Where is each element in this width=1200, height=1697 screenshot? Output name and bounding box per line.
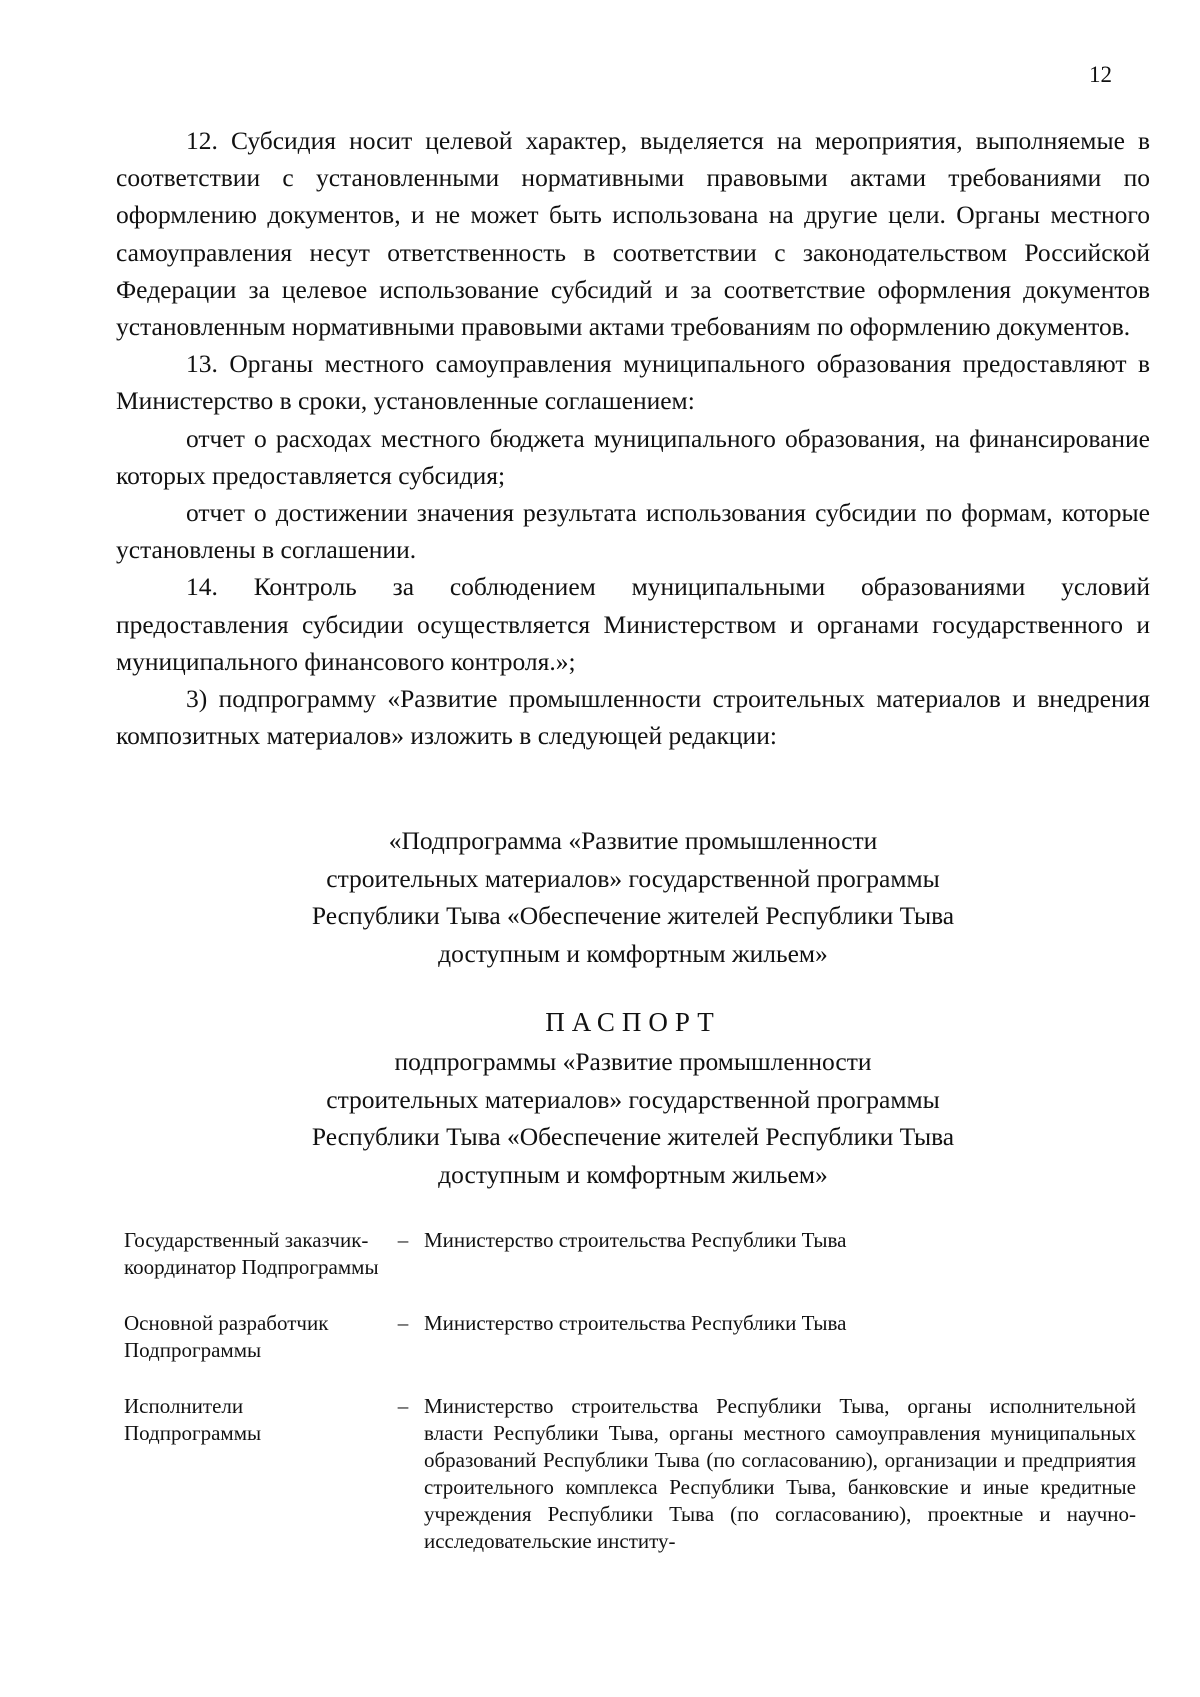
passport-row-label: Основной разработчик Подпрограммы <box>124 1311 329 1362</box>
passport-subtitle-line: строительных материалов» государственной программы <box>326 1084 940 1114</box>
paragraph-13: 13. Органы местного самоуправления муниципального образования предоставляют в Министерство в сроки, установленные соглашением: <box>116 349 1150 416</box>
subprogram-title-line: Республики Тыва «Обеспечение жителей Республики Тыва <box>311 901 955 930</box>
passport-row-executors <box>124 1393 1150 1555</box>
subprogram-title-line: доступным и комфортным жильем» <box>438 938 828 968</box>
passport-row-value: Министерство строительства Республики Тыва <box>424 1228 847 1252</box>
passport-row-dash: – <box>397 1394 409 1418</box>
passport-title: ПАСПОРТ <box>545 1007 721 1037</box>
passport-subtitle-line: доступным и комфортным жильем» <box>438 1159 828 1189</box>
page-number: 12 <box>1089 62 1112 87</box>
passport-row-value: Министерство строительства Республики Тыва <box>424 1311 847 1335</box>
passport-row-dash: – <box>397 1228 409 1252</box>
passport-row-label: Исполнители Подпрограммы <box>124 1394 262 1445</box>
passport-table <box>124 1227 1150 1584</box>
passport-row-value: Министерство строительства Республики Тыва, органы исполнительной власти Республики Тыва, органы местного самоуправления муниципальных образований Республики Тыва (по согласованию), организации и предприятия строительного комплекса Республики Тыва, банковские и иные кредитные учреждения Республики Тыва (по согласованию), проектные и научно-исследовательские институ- <box>424 1394 1136 1553</box>
paragraph-subprogram-3: 3) подпрограмму «Развитие промышленности строительных материалов и внедрения композитных материалов» изложить в следующей редакции: <box>116 684 1150 751</box>
paragraph-12: 12. Субсидия носит целевой характер, выделяется на мероприятия, выполняемые в соответствии с установленными нормативными правовыми актами требованиями по оформлению документов, и не может быть использована на другие цели. Органы местного самоуправления несут ответственность в соответствии с законодательством Российской Федерации за целевое использование субсидий и за соответствие оформления документов установленным нормативными правовыми актами требованиям по оформлению документов. <box>116 126 1150 342</box>
subprogram-title <box>116 822 1150 972</box>
document-body <box>116 122 1150 754</box>
paragraph-14: 14. Контроль за соблюдением муниципальными образованиями условий предоставления субсидии осуществляется Министерством и органами государственного и муниципального финансового контроля.»; <box>116 572 1150 676</box>
passport-subtitle-line: подпрограммы «Развитие промышленности <box>394 1047 872 1076</box>
subprogram-title-line: «Подпрограмма «Развитие промышленности <box>388 826 878 855</box>
passport-subtitle <box>116 1043 1150 1193</box>
passport-row-label: Государственный заказчик-координатор Подпрограммы <box>124 1228 379 1279</box>
subprogram-title-line: строительных материалов» государственной программы <box>326 863 940 893</box>
passport-subtitle-line: Республики Тыва «Обеспечение жителей Республики Тыва <box>311 1122 955 1151</box>
paragraph-result-report: отчет о достижении значения результата использования субсидии по формам, которые установлены в соглашении. <box>116 498 1150 565</box>
passport-row-developer <box>124 1310 1150 1364</box>
passport-row-customer <box>124 1227 1150 1281</box>
paragraph-expense-report: отчет о расходах местного бюджета муниципального образования, на финансирование которых предоставляется субсидия; <box>116 423 1150 490</box>
passport-row-dash: – <box>397 1311 409 1335</box>
